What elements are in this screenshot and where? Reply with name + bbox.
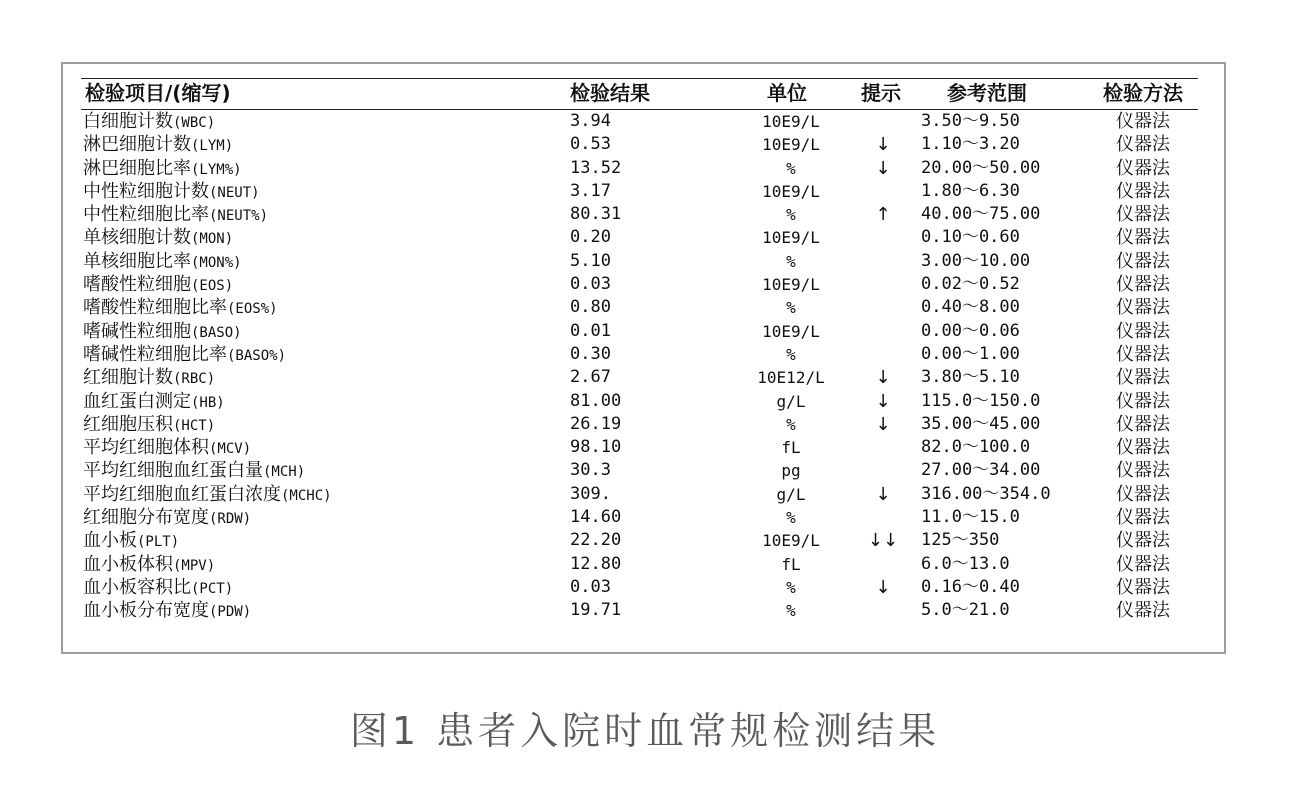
item-abbr: (NEUT): [209, 184, 260, 201]
item-name: 血小板容积比: [83, 576, 191, 598]
method-cell: 仪器法: [1116, 320, 1170, 342]
item-name: 白细胞计数: [83, 111, 173, 132]
item-abbr: (RBC): [173, 371, 216, 388]
item-abbr: (HCT): [173, 417, 216, 434]
item-name-cell: [83, 576, 233, 601]
figure-caption: 图1 患者入院时血常规检测结果: [349, 709, 941, 753]
table-row: [81, 366, 1198, 389]
method-cell: 仪器法: [1116, 157, 1170, 179]
method-cell: 仪器法: [1116, 111, 1170, 132]
unit-cell: %: [786, 205, 796, 225]
item-abbr: (RDW): [209, 511, 252, 528]
reference-range-cell: 5.0～21.0: [921, 600, 1010, 621]
table-row: [81, 226, 1198, 249]
item-name-cell: [83, 390, 225, 415]
lab-report-table: [61, 62, 1226, 654]
table-row: [81, 459, 1198, 482]
item-name-cell: [83, 320, 242, 345]
item-name: 血红蛋白测定: [83, 390, 191, 412]
unit-cell: fL: [781, 438, 801, 458]
item-name-cell: [83, 459, 305, 484]
flag-cell: ↓: [875, 367, 891, 389]
method-cell: 仪器法: [1116, 343, 1170, 365]
result-cell: 0.53: [570, 134, 611, 155]
result-cell: 2.67: [570, 367, 611, 388]
result-cell: 14.60: [570, 507, 622, 528]
unit-cell: 10E9/L: [762, 135, 820, 155]
reference-range-cell: 125～350: [921, 530, 1000, 551]
method-cell: 仪器法: [1116, 460, 1170, 482]
method-cell: 仪器法: [1116, 483, 1170, 505]
reference-range-cell: 35.00～45.00: [921, 413, 1041, 434]
method-cell: 仪器法: [1116, 204, 1170, 226]
result-cell: 12.80: [570, 553, 622, 574]
reference-range-cell: 115.0～150.0: [921, 390, 1041, 411]
unit-cell: pg: [781, 461, 801, 481]
reference-range-cell: 3.80～5.10: [921, 367, 1020, 388]
item-abbr: (NEUT%): [209, 208, 269, 225]
table-row: [81, 320, 1198, 343]
reference-range-cell: 1.80～6.30: [921, 180, 1020, 201]
item-name: 平均红细胞血红蛋白浓度: [83, 483, 281, 505]
result-cell: 98.10: [570, 437, 622, 458]
method-cell: 仪器法: [1116, 576, 1170, 598]
table-row: [81, 553, 1198, 576]
item-name: 血小板体积: [83, 553, 173, 575]
result-cell: 309.: [570, 483, 611, 504]
item-abbr: (HB): [191, 394, 225, 411]
item-name-cell: [83, 436, 251, 461]
unit-cell: 10E9/L: [762, 112, 820, 131]
item-name-cell: [83, 599, 251, 624]
reference-range-cell: 20.00～50.00: [921, 157, 1041, 178]
flag-cell: ↑: [875, 204, 891, 226]
table-row: [81, 483, 1198, 506]
header-item: 检验项目/(缩写): [85, 81, 231, 105]
unit-cell: %: [786, 508, 796, 528]
table-row: [81, 273, 1198, 296]
item-name: 中性粒细胞计数: [83, 180, 209, 202]
reference-range-cell: 3.00～10.00: [921, 250, 1031, 271]
table-row: [81, 390, 1198, 413]
reference-range-cell: 82.0～100.0: [921, 437, 1031, 458]
item-abbr: (BASO%): [227, 347, 287, 364]
unit-cell: 10E9/L: [762, 531, 820, 551]
result-cell: 0.03: [570, 274, 611, 295]
unit-cell: %: [786, 251, 796, 271]
item-abbr: (MCH): [263, 464, 306, 481]
method-cell: 仪器法: [1116, 297, 1170, 319]
table-row: [81, 576, 1198, 599]
reference-range-cell: 316.00～354.0: [921, 483, 1051, 504]
table-header: [81, 78, 1198, 110]
header-unit: 单位: [767, 81, 807, 105]
method-cell: 仪器法: [1116, 437, 1170, 459]
item-abbr: (PLT): [137, 534, 180, 551]
table-row: [81, 110, 1198, 133]
table-row: [81, 180, 1198, 203]
result-cell: 3.94: [570, 111, 611, 131]
item-abbr: (WBC): [173, 115, 216, 131]
item-name: 单核细胞计数: [83, 227, 191, 249]
table-row: [81, 133, 1198, 156]
method-cell: 仪器法: [1116, 367, 1170, 389]
item-name-cell: [83, 506, 251, 531]
header-method: 检验方法: [1103, 81, 1183, 105]
result-cell: 81.00: [570, 390, 622, 411]
item-name-cell: [83, 226, 233, 251]
method-cell: 仪器法: [1116, 134, 1170, 156]
item-abbr: (MON): [191, 231, 234, 248]
header-ref: 参考范围: [947, 81, 1027, 105]
unit-cell: %: [786, 298, 796, 318]
item-abbr: (PCT): [191, 580, 234, 597]
item-name: 嗜碱性粒细胞比率: [83, 343, 227, 365]
item-name: 平均红细胞体积: [83, 437, 209, 459]
item-name: 红细胞分布宽度: [83, 507, 209, 529]
unit-cell: 10E9/L: [762, 275, 820, 295]
table-row: [81, 506, 1198, 529]
item-name-cell: [83, 157, 242, 182]
item-name: 平均红细胞血红蛋白量: [83, 460, 263, 482]
result-cell: 30.3: [570, 460, 611, 481]
unit-cell: 10E9/L: [762, 321, 820, 341]
unit-cell: 10E12/L: [757, 368, 825, 388]
reference-range-cell: 0.00～0.06: [921, 320, 1020, 341]
table-row: [81, 436, 1198, 459]
reference-range-cell: 1.10～3.20: [921, 134, 1020, 155]
item-name-cell: [83, 529, 179, 554]
item-name-cell: [83, 413, 215, 438]
item-name: 红细胞计数: [83, 367, 173, 389]
reference-range-cell: 3.50～9.50: [921, 111, 1020, 131]
item-name-cell: [83, 203, 268, 228]
table-row: [81, 296, 1198, 319]
item-abbr: (MON%): [191, 254, 242, 271]
method-cell: 仪器法: [1116, 600, 1170, 622]
method-cell: 仪器法: [1116, 250, 1170, 272]
unit-cell: g/L: [776, 484, 806, 504]
table-row: [81, 413, 1198, 436]
header-result: 检验结果: [570, 81, 650, 105]
table-row: [81, 343, 1198, 366]
flag-cell: ↓: [875, 157, 891, 179]
flag-cell: ↓: [875, 413, 891, 435]
reference-range-cell: 0.16～0.40: [921, 576, 1020, 597]
reference-range-cell: 0.00～1.00: [921, 343, 1020, 364]
unit-cell: fL: [781, 554, 801, 574]
table-row: [81, 250, 1198, 273]
result-cell: 26.19: [570, 413, 622, 434]
table-row: [81, 599, 1198, 622]
item-name: 红细胞压积: [83, 413, 173, 435]
unit-cell: 10E9/L: [762, 228, 820, 248]
unit-cell: %: [786, 158, 796, 178]
header-flag: 提示: [861, 81, 901, 105]
item-abbr: (EOS%): [227, 301, 278, 318]
unit-cell: %: [786, 577, 796, 597]
result-cell: 19.71: [570, 600, 622, 621]
item-name: 嗜酸性粒细胞比率: [83, 297, 227, 319]
method-cell: 仪器法: [1116, 390, 1170, 412]
item-name-cell: [83, 133, 233, 158]
item-name-cell: [83, 250, 242, 275]
method-cell: 仪器法: [1116, 413, 1170, 435]
reference-range-cell: 27.00～34.00: [921, 460, 1041, 481]
result-cell: 22.20: [570, 530, 622, 551]
method-cell: 仪器法: [1116, 227, 1170, 249]
reference-range-cell: 0.10～0.60: [921, 227, 1020, 248]
item-name: 淋巴细胞比率: [83, 157, 191, 179]
item-abbr: (LYM): [191, 138, 234, 155]
item-name: 单核细胞比率: [83, 250, 191, 272]
method-cell: 仪器法: [1116, 530, 1170, 552]
method-cell: 仪器法: [1116, 507, 1170, 529]
result-cell: 0.30: [570, 343, 611, 364]
item-name: 淋巴细胞计数: [83, 134, 191, 156]
item-name-cell: [83, 553, 215, 578]
result-cell: 0.01: [570, 320, 611, 341]
method-cell: 仪器法: [1116, 553, 1170, 575]
flag-cell: ↓: [875, 134, 891, 156]
item-name-cell: [83, 180, 260, 205]
item-name: 中性粒细胞比率: [83, 204, 209, 226]
result-cell: 0.03: [570, 576, 611, 597]
table-body: [81, 110, 1198, 623]
table-row: [81, 203, 1198, 226]
item-name-cell: [83, 296, 278, 321]
method-cell: 仪器法: [1116, 274, 1170, 296]
item-name-cell: [83, 110, 215, 135]
item-abbr: (PDW): [209, 604, 252, 621]
table-row: [81, 157, 1198, 180]
item-name: 血小板分布宽度: [83, 600, 209, 622]
reference-range-cell: 0.40～8.00: [921, 297, 1020, 318]
item-abbr: (MCHC): [281, 487, 332, 504]
flag-cell: ↓↓: [867, 530, 899, 552]
item-name: 嗜碱性粒细胞: [83, 320, 191, 342]
reference-range-cell: 40.00～75.00: [921, 204, 1041, 225]
item-name-cell: [83, 483, 332, 508]
unit-cell: g/L: [776, 391, 806, 411]
item-name-cell: [83, 366, 215, 391]
item-abbr: (MCV): [209, 441, 252, 458]
item-name: 血小板: [83, 530, 137, 552]
result-cell: 13.52: [570, 157, 622, 178]
unit-cell: %: [786, 414, 796, 434]
flag-cell: ↓: [875, 576, 891, 598]
item-abbr: (BASO): [191, 324, 242, 341]
reference-range-cell: 0.02～0.52: [921, 274, 1020, 295]
result-cell: 0.20: [570, 227, 611, 248]
unit-cell: %: [786, 601, 796, 621]
unit-cell: 10E9/L: [762, 181, 820, 201]
result-cell: 5.10: [570, 250, 611, 271]
item-abbr: (EOS): [191, 278, 234, 295]
item-name-cell: [83, 343, 286, 368]
flag-cell: ↓: [875, 390, 891, 412]
item-abbr: (LYM%): [191, 161, 242, 178]
result-cell: 80.31: [570, 204, 622, 225]
reference-range-cell: 11.0～15.0: [921, 507, 1020, 528]
result-cell: 0.80: [570, 297, 611, 318]
flag-cell: ↓: [875, 483, 891, 505]
item-abbr: (MPV): [173, 557, 216, 574]
reference-range-cell: 6.0～13.0: [921, 553, 1010, 574]
unit-cell: %: [786, 344, 796, 364]
result-cell: 3.17: [570, 180, 611, 201]
method-cell: 仪器法: [1116, 180, 1170, 202]
item-name-cell: [83, 273, 233, 298]
table-row: [81, 529, 1198, 552]
item-name: 嗜酸性粒细胞: [83, 274, 191, 296]
